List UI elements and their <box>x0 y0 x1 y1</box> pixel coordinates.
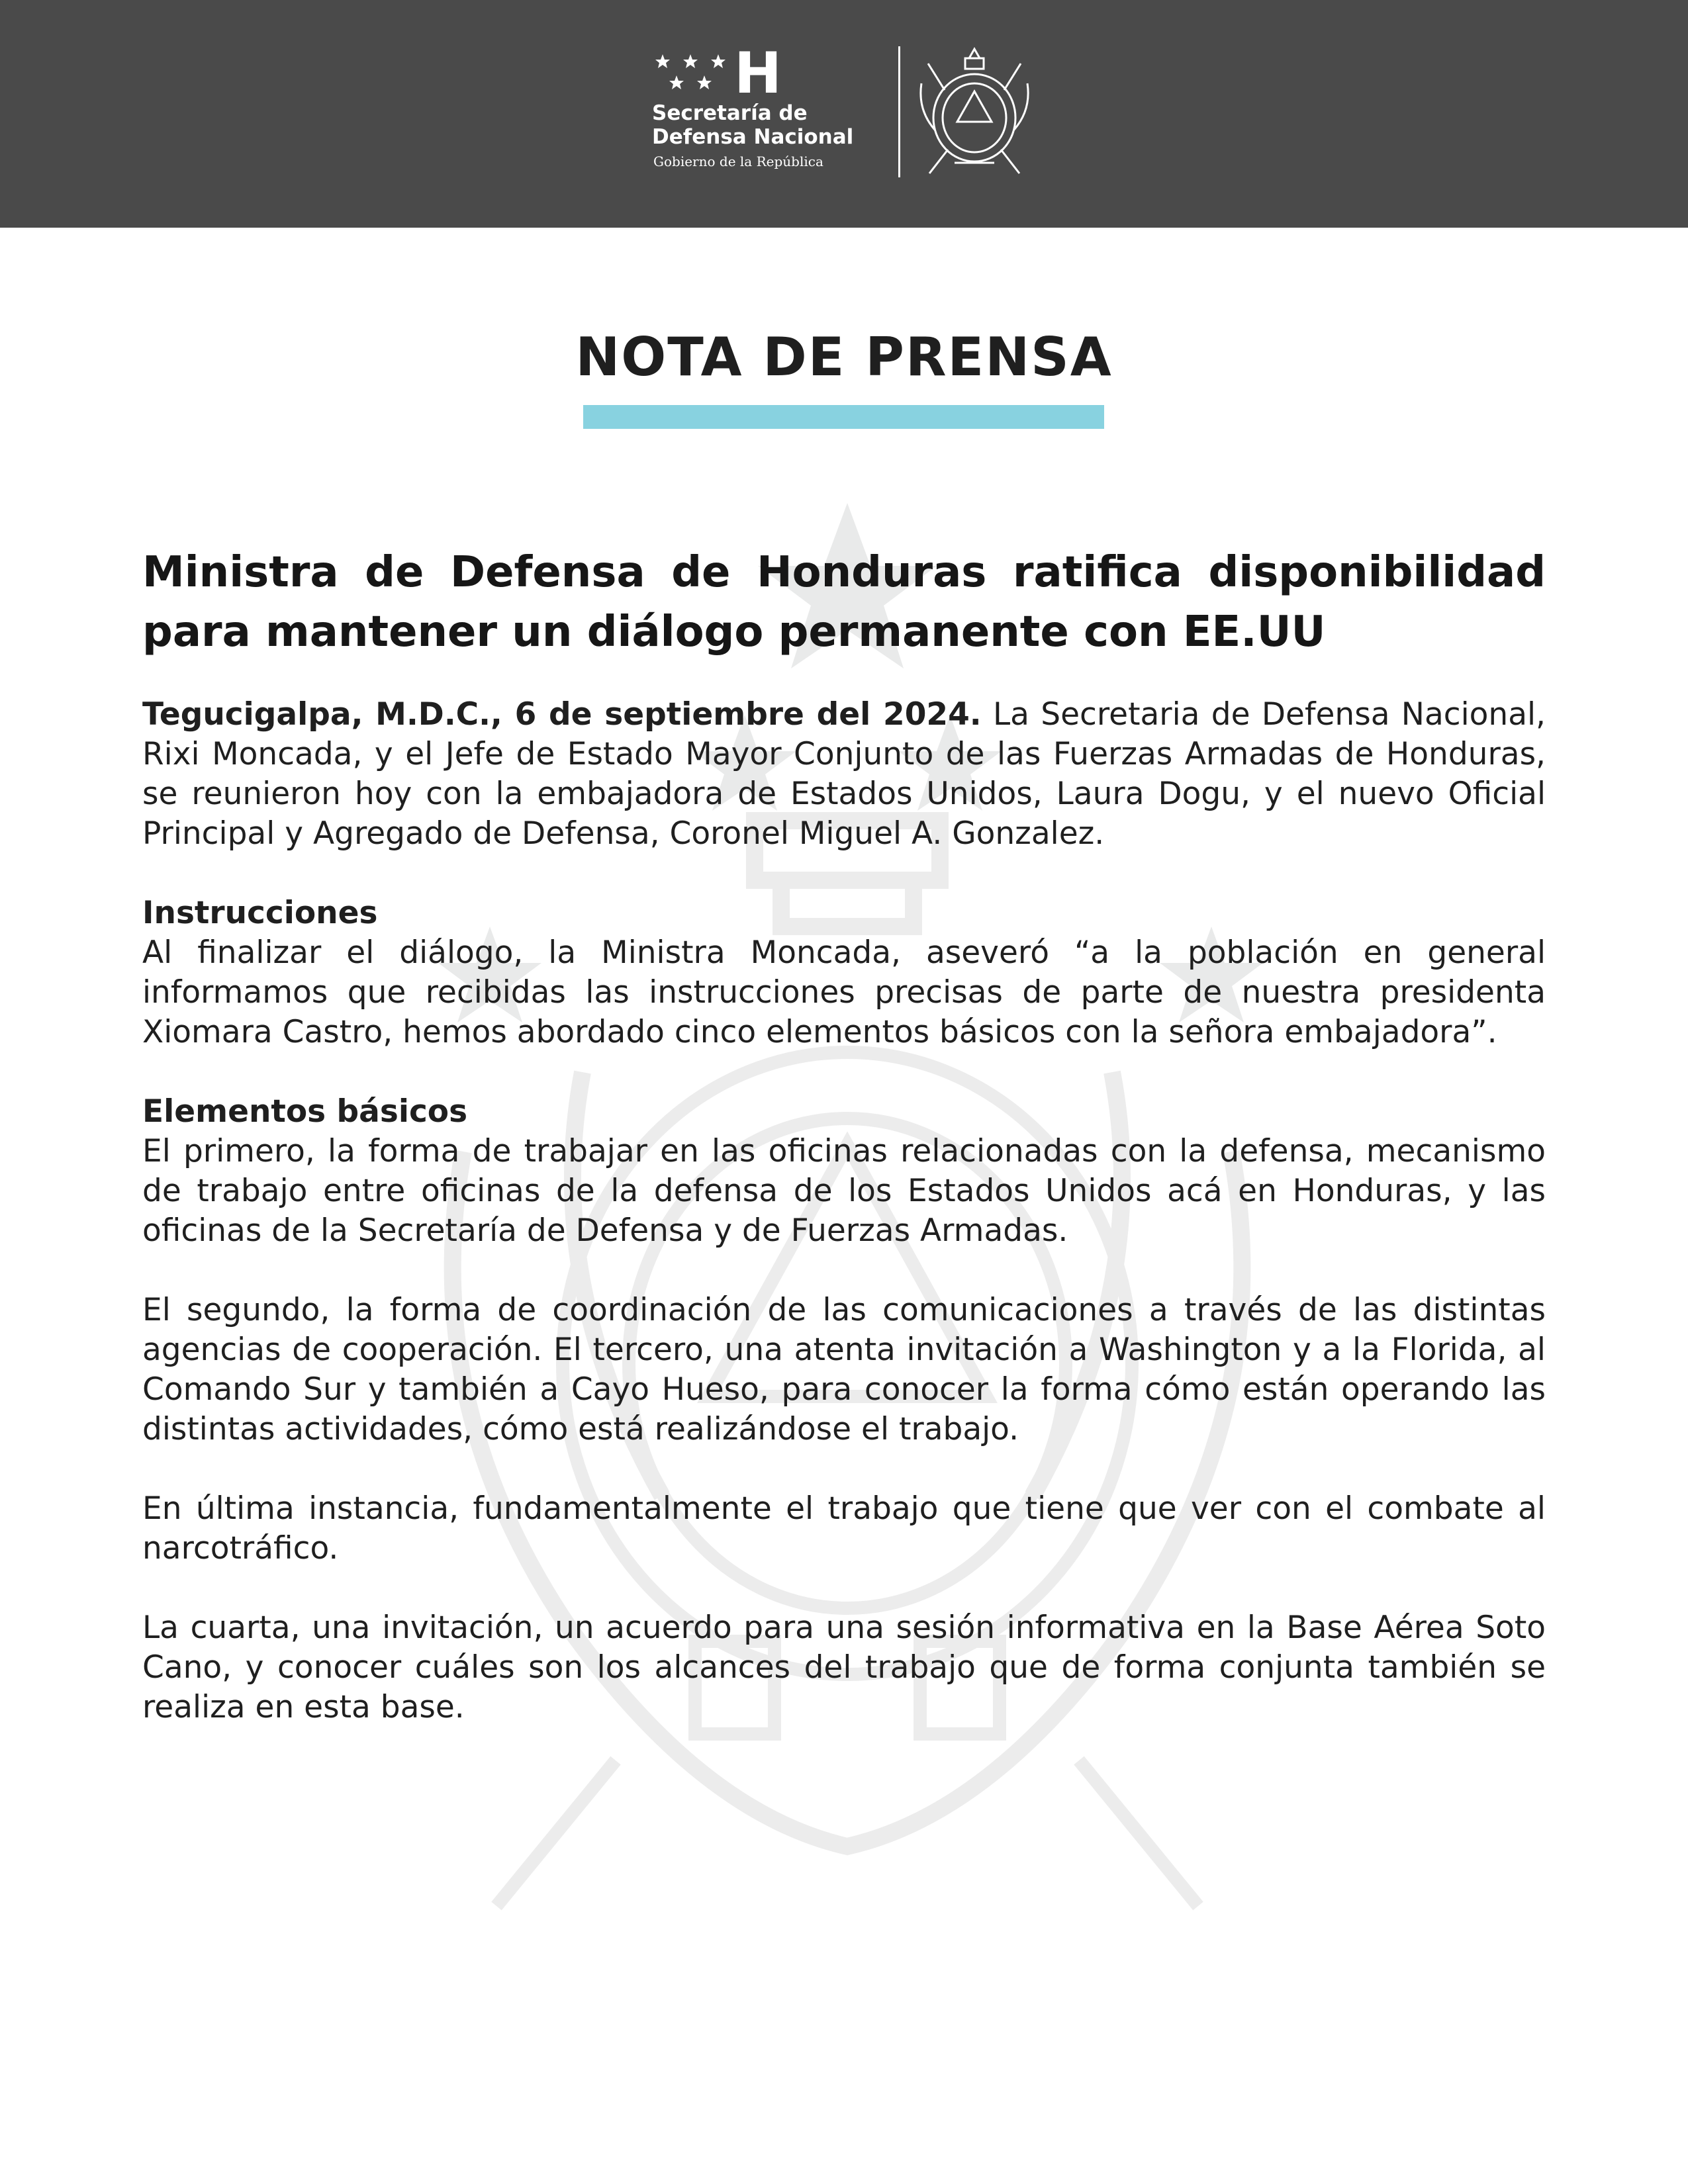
article-body <box>142 543 1546 1767</box>
stars-icon <box>652 53 731 93</box>
coat-of-arms-icon <box>908 44 1041 180</box>
ministry-logo <box>652 40 890 181</box>
section-text: El primero, la forma de trabajar en las oficinas relacionadas con la defensa, mecanismo de trabajo entre oficinas de la defensa de los Estados Unidos acá en Honduras, y las oficinas de la Secretaría de Defensa y de Fuerzas Armadas. <box>142 1133 1546 1249</box>
paragraph: El segundo, la forma de coordinación de las comunicaciones a través de las distintas agencias de cooperación. El tercero, una atenta invitación a Washington y a la Florida, al Comando Sur y también a Cayo Hueso, para conocer la forma cómo están operando las distintas actividades, cómo está realizándose el trabajo. <box>142 1292 1546 1447</box>
logo-h-mark: H <box>734 40 782 107</box>
dateline: Tegucigalpa, M.D.C., 6 de septiembre del 2024. <box>142 696 982 733</box>
header-banner <box>0 0 1688 228</box>
section-text: Al finalizar el diálogo, la Ministra Moncada, aseveró “a la población en general informamos que recibidas las instrucciones precisas de parte de nuestra presidenta Xiomara Castro, hemos abordado cinco elementos básicos con la señora embajadora”. <box>142 934 1546 1050</box>
intro-paragraph <box>142 695 1546 854</box>
logo-line-1: Secretaría de <box>652 101 808 125</box>
section-instrucciones <box>142 893 1546 1052</box>
paragraph: La cuarta, una invitación, un acuerdo para una sesión informativa en la Base Aérea Soto Cano, y conocer cuáles son los alcances del trabajo que de forma conjunta también se realiza en esta base. <box>142 1610 1546 1725</box>
title-underline-bar <box>583 405 1104 429</box>
logo-line-2: Defensa Nacional <box>652 125 854 149</box>
headline: Ministra de Defensa de Honduras ratifica disponibilidad para mantener un diálogo permanente con EE.UU <box>142 548 1546 657</box>
section-elementos-basicos <box>142 1092 1546 1251</box>
logo-divider <box>898 46 900 177</box>
page-title: NOTA DE PRENSA <box>575 326 1113 388</box>
paragraph: En última instancia, fundamentalmente el trabajo que tiene que ver con el combate al narcotráfico. <box>142 1490 1546 1567</box>
intro-text: La Secretaria de Defensa Nacional, Rixi Moncada, y el Jefe de Estado Mayor Conjunto de las Fuerzas Armadas de Honduras, se reunieron hoy con la embajadora de Estados Unidos, Laura Dogu, y el nuevo Oficial Principal y Agregado de Defensa, Coronel Miguel A. Gonzalez. <box>142 696 1546 852</box>
logo-line-3: Gobierno de la República <box>653 154 823 169</box>
section-heading: Elementos básicos <box>142 1093 468 1130</box>
section-heading: Instrucciones <box>142 895 378 931</box>
